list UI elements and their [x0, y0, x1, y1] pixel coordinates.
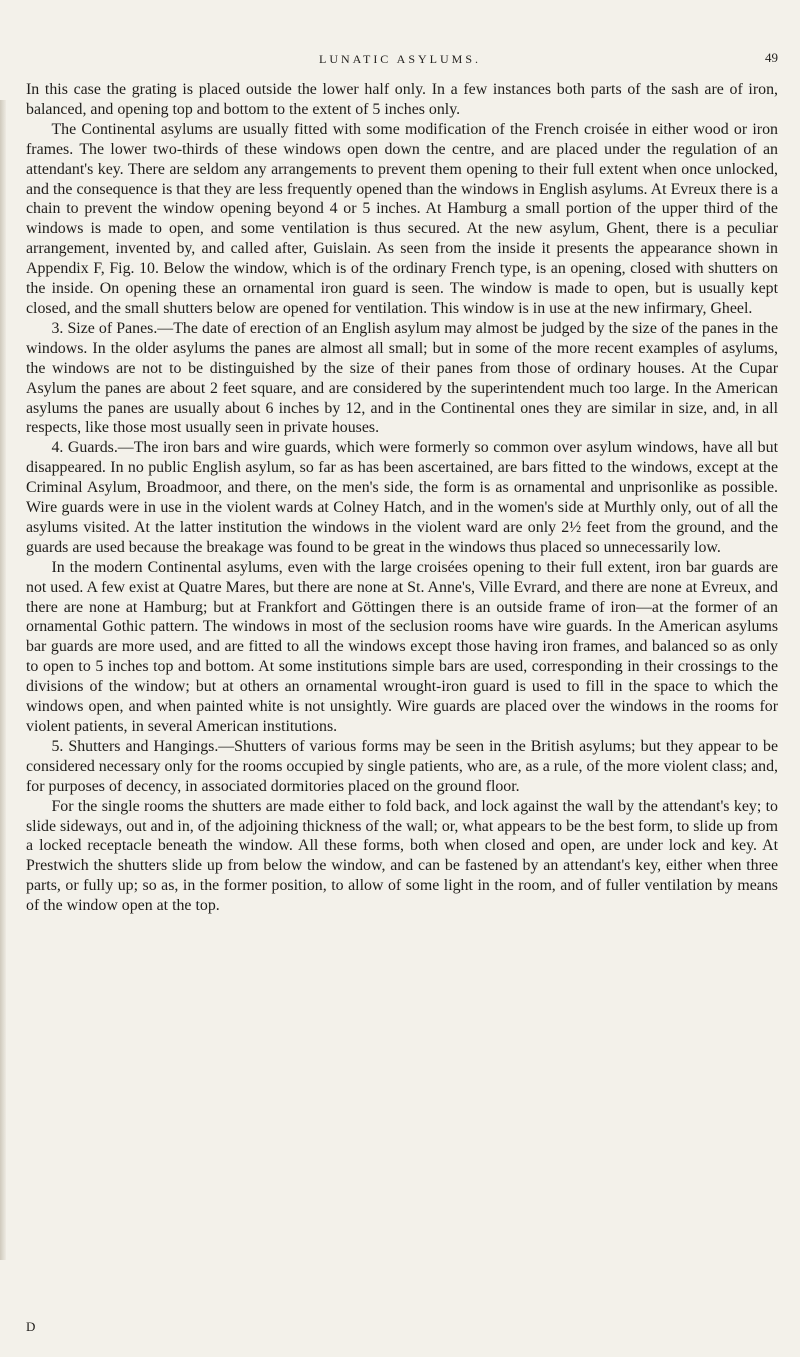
- page-number: 49: [765, 50, 778, 65]
- paragraph-grating: In this case the grating is placed outside the lower half only. In a few instances both parts of the sash are of iron, balanced, and opening top and bottom to the extent of 5 inches only.: [26, 81, 778, 118]
- running-head: LUNATIC ASYLUMS.: [318, 52, 481, 66]
- paragraph-guards: 4. Guards.—The iron bars and wire guards, which were formerly so common over asylum windows, have all but disappeared. In no public English asylum, so far as has been ascertained, are bars fitted to the windows, except at the Criminal Asylum, Broadmoor, and there, on the men's side, the form is as ornamental and unprisonlike as possible. Wire guards were in use in the violent wards at Colney Hatch, and in the women's side at Murthly only, out of all the asylums visited. At the latter institution the windows in the violent ward are only 2½ feet from the ground, and the guards are used because the breakage was found to be great in the windows thus placed so unnecessarily low.: [26, 439, 778, 556]
- paragraph-shutters-and-hangings: 5. Shutters and Hangings.—Shutters of various forms may be seen in the British asylums; but they appear to be considered necessary only for the rooms occupied by single patients, who are, as a rule, of the more violent class; and, for purposes of decency, in associated dormitories placed on the ground floor.: [26, 737, 778, 795]
- body-text: [26, 80, 778, 916]
- paragraph-continental-windows: The Continental asylums are usually fitted with some modification of the French croisée in either wood or iron frames. The lower two-thirds of these windows open down the centre, and are placed under the regulation of an attendant's key. There are seldom any arrangements to prevent them opening to their full extent when once unlocked, and the consequence is that they are less frequently opened than the windows in English asylums. At Evreux there is a chain to prevent the window opening beyond 4 or 5 inches. At Hamburg a small portion of the upper third of the windows is made to open, and some ventilation is thus secured. At the new asylum, Ghent, there is a peculiar arrangement, invented by, and called after, Guislain. As seen from the inside it presents the appearance shown in Appendix F, Fig. 10. Below the window, which is of the ordinary French type, is an opening, closed with shutters on the inside. On opening these an ornamental iron guard is seen. The window is made to open, but is usually kept closed, and the small shutters below are opened for ventilation. This window is in use at the new infirmary, Gheel.: [26, 120, 778, 317]
- signature-mark: D: [26, 1319, 36, 1334]
- paragraph-continental-guards: In the modern Continental asylums, even with the large croisées opening to their full extent, iron bar guards are not used. A few exist at Quatre Mares, but there are none at St. Anne's, Ville Evrard, and there are none at Evreux, and there are none at Hamburg; but at Frankfort and Göttingen there is an outside frame of iron—at the former of an ornamental Gothic pattern. The windows in most of the seclusion rooms have wire guards. In the American asylums bar guards are more used, and are fitted to all the windows except those having iron frames, and balanced so as only to open to 5 inches top and bottom. At some institutions simple bars are used, corresponding in their crossings to the divisions of the window; but at others an ornamental wrought-iron guard is used to fill in the space to which the windows open, and when painted white is not unsightly. Wire guards are placed over the windows in the rooms for violent patients, in several American institutions.: [26, 558, 778, 735]
- paragraph-size-of-panes: 3. Size of Panes.—The date of erection of an English asylum may almost be judged by the size of the panes in the windows. In the older asylums the panes are almost all small; but in some of the more recent examples of asylums, the windows are not to be distinguished by the size of their panes from those of ordinary houses. At the Cupar Asylum the panes are about 2 feet square, and are considered by the superintendent much too large. In the American asylums the panes are usually about 6 inches by 12, and in the Continental ones they are similar in size, and, in all respects, like those most usually seen in private houses.: [26, 319, 778, 437]
- page-gutter-shadow: [0, 100, 6, 1260]
- paragraph-single-room-shutters: For the single rooms the shutters are made either to fold back, and lock against the wall by the attendant's key; to slide sideways, out and in, of the adjoining thickness of the wall; or, what appears to be the best form, to slide up from a locked receptacle beneath the window. All these forms, both when closed and open, are under lock and key. At Prestwich the shutters slide up from below the window, and can be fastened by an attendant's key, either when three parts, or fully up; so as, in the former position, to allow of some light in the room, and of fuller ventilation by means of the window open at the top.: [26, 797, 778, 915]
